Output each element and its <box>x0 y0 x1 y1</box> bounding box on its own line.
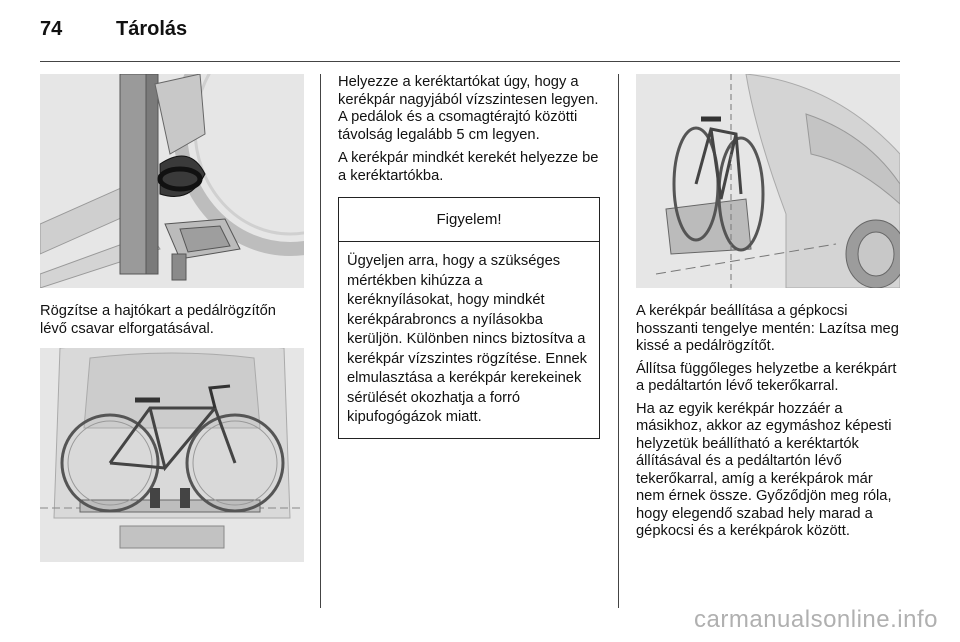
warning-title: Figyelem! <box>339 198 599 242</box>
pedal-clamp-caption: Rögzítse a hajtókart a pedálrögzítőn lévő csavar elforgatásával. <box>40 303 276 337</box>
bike-alignment-illustration <box>636 74 900 288</box>
alignment-paragraph-3: Ha az egyik kerékpár hozzáér a másikhoz, akkor az egymáshoz képesti helyzetük beállítható a keréktartók állításával és a pedáltartón lévő tekerőkarral, amíg a kerékpárok már nem érnek össze. Győződjön meg róla, hogy elegendő szabad hely marad a gépkocsi és a kerékpárok között. <box>636 400 892 539</box>
warning-text: Ügyeljen arra, hogy a szükséges mértékben kihúzza a keréknyílásokat, hogy mindkét kerékpárabroncs a nyílásokba kerüljön. Különben nincs biztosítva a kerékpár vízszintes rögzítése. Ennek elmulasztása a kerékpár kerekeinek sérülését okozhatja a forró kipufogógázok miatt. <box>347 253 588 425</box>
alignment-paragraph-1: A kerékpár beállítása a gépkocsi hosszanti tengelye mentén: Lazítsa meg kissé a pedálrögzítőt. <box>636 303 899 354</box>
warning-box <box>338 197 600 439</box>
bike-on-carrier-rear-illustration <box>40 348 304 562</box>
column-divider-2 <box>618 74 619 608</box>
pedal-clamp-illustration <box>40 74 304 288</box>
page-number: 74 <box>40 18 63 40</box>
column-2 <box>338 74 600 439</box>
column-3 <box>636 74 900 541</box>
header-rule <box>40 61 900 62</box>
instruction-paragraph-1: Helyezze a keréktartókat úgy, hogy a kerékpár nagyjából vízszintesen legyen. A pedálok és a csomagtérajtó közötti távolság legalább 5 cm legyen. <box>338 74 599 143</box>
page-title: Tárolás <box>116 18 188 40</box>
column-divider-1 <box>320 74 321 608</box>
page-header <box>40 18 900 48</box>
watermark: carmanualsonline.info <box>694 606 938 633</box>
alignment-paragraph-2: Állítsa függőleges helyzetbe a kerékpárt a pedáltartón lévő tekerőkarral. <box>636 360 897 394</box>
column-1 <box>40 74 304 562</box>
instruction-paragraph-2: A kerékpár mindkét kerekét helyezze be a keréktartókba. <box>338 150 599 184</box>
